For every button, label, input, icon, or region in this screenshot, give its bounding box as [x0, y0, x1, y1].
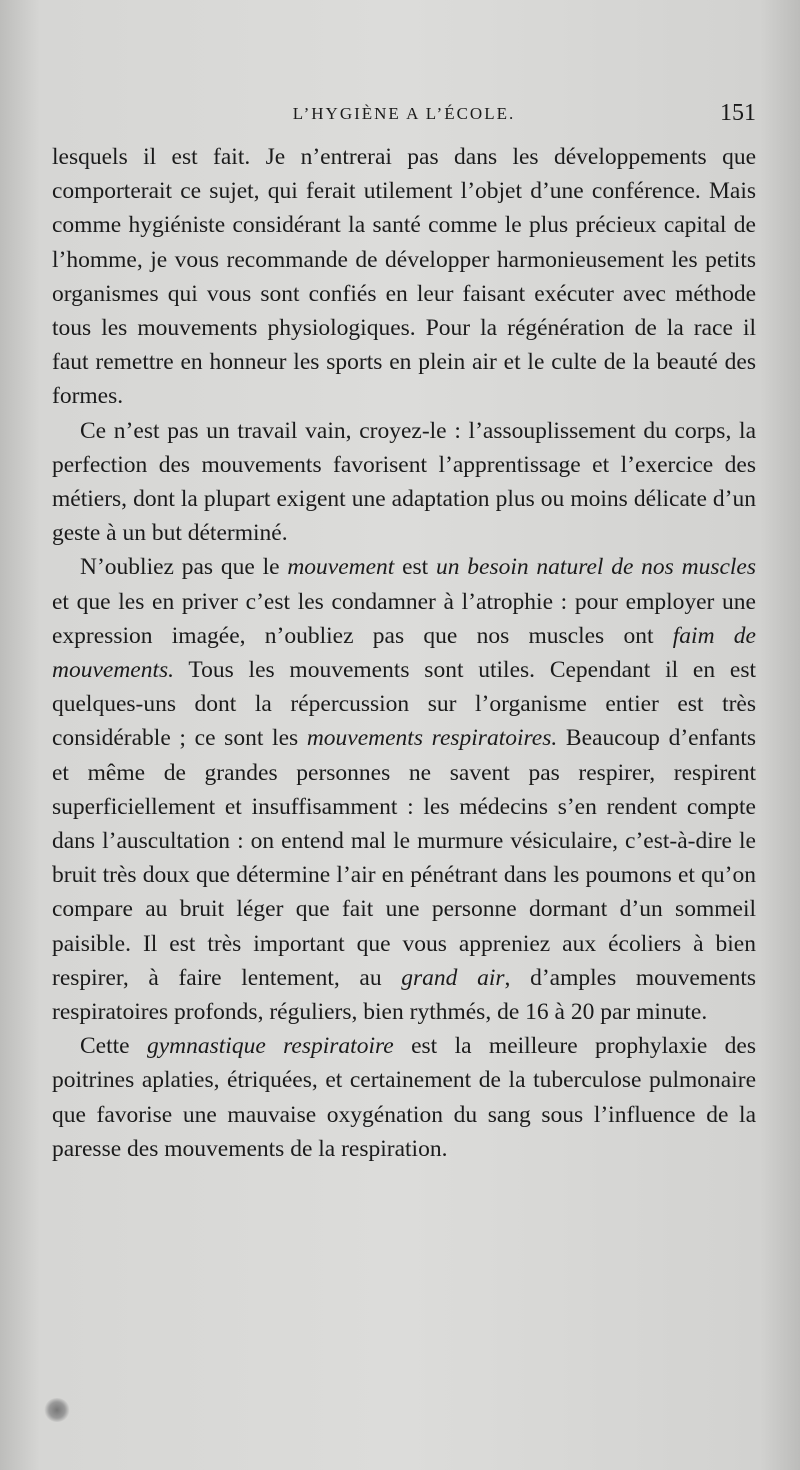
paragraph: [52, 1029, 756, 1166]
page-header: [52, 100, 756, 132]
text-segment: Ce n’est pas un travail vain, croyez-le : l’assouplissement du corps, la perfection des mouvements favorisent l’apprentissage et l’exercice des métiers, dont la plupart exigent une adaptation plus ou moins délicate d’un geste à un but déterminé.: [52, 417, 756, 547]
running-head: L’HYGIÈNE A L’ÉCOLE.: [292, 104, 516, 123]
text-segment: et que les en priver c’est les condamner à l’atrophie : pour employer une expression imagée, n’oubliez pas que nos muscles ont: [52, 588, 756, 649]
paragraph: [52, 414, 756, 551]
text-segment: , d’amples mouvements respiratoires profonds, réguliers, bien rythmés, de 16 à 20 par minute.: [52, 964, 756, 1026]
italic-text: grand air: [401, 964, 505, 991]
body-text: [52, 140, 756, 1166]
italic-text: faim de mouvements.: [52, 622, 756, 684]
italic-text: mouvements respiratoires.: [306, 725, 558, 752]
italic-text: mouvement: [287, 554, 395, 581]
text-segment: est la meilleure prophylaxie des poitrines aplaties, étriquées, et certainement de la tuberculose pulmonaire que favorise une mauvaise oxygénation du sang sous l’influence de la paresse des mouvements de la respiration.: [52, 1033, 757, 1162]
paragraph: [52, 550, 756, 1029]
paragraph-continuation: [52, 140, 756, 414]
text-segment: Beaucoup d’enfants et même de grandes personnes ne savent pas respirer, respirent superficiellement et insuffisamment : les médecins s’en rendent compte dans l’auscultation : on entend mal le murmure vésiculaire, c’est-à-dire le bruit très doux que détermine l’air en pénétrant dans les poumons et qu’on compare au bruit léger que fait une personne dormant d’un sommeil paisible. Il est très important que vous appreniez aux écoliers à bien respirer, à faire lentement, au: [52, 725, 756, 991]
text-segment: N’oubliez pas que le: [80, 554, 288, 581]
page-number: 151: [720, 100, 756, 126]
ink-blot: [44, 1398, 70, 1422]
italic-text: gymnastique respiratoire: [146, 1033, 394, 1060]
text-segment: Cette: [80, 1033, 147, 1060]
text-segment: lesquels il est fait. Je n’entrerai pas dans les développements que comporterait ce sujet, qui ferait utilement l’objet d’une conférence. Mais comme hygiéniste considérant la santé comme le plus précieux capital de l’homme, je vous recommande de développer harmonieusement les petits organismes qui vous sont confiés en leur faisant exécuter avec méthode tous les mouvements physiologiques. Pour la régénération de la race il faut remettre en honneur les sports en plein air et le culte de la beauté des formes.: [52, 144, 756, 410]
italic-text: un besoin naturel de nos muscles: [436, 554, 756, 581]
text-segment: Tous les mouvements sont utiles. Cependant il en est quelques-uns dont la répercussion sur l’organisme entier est très considérable ; ce sont les: [52, 657, 756, 752]
text-segment: est: [394, 554, 436, 581]
